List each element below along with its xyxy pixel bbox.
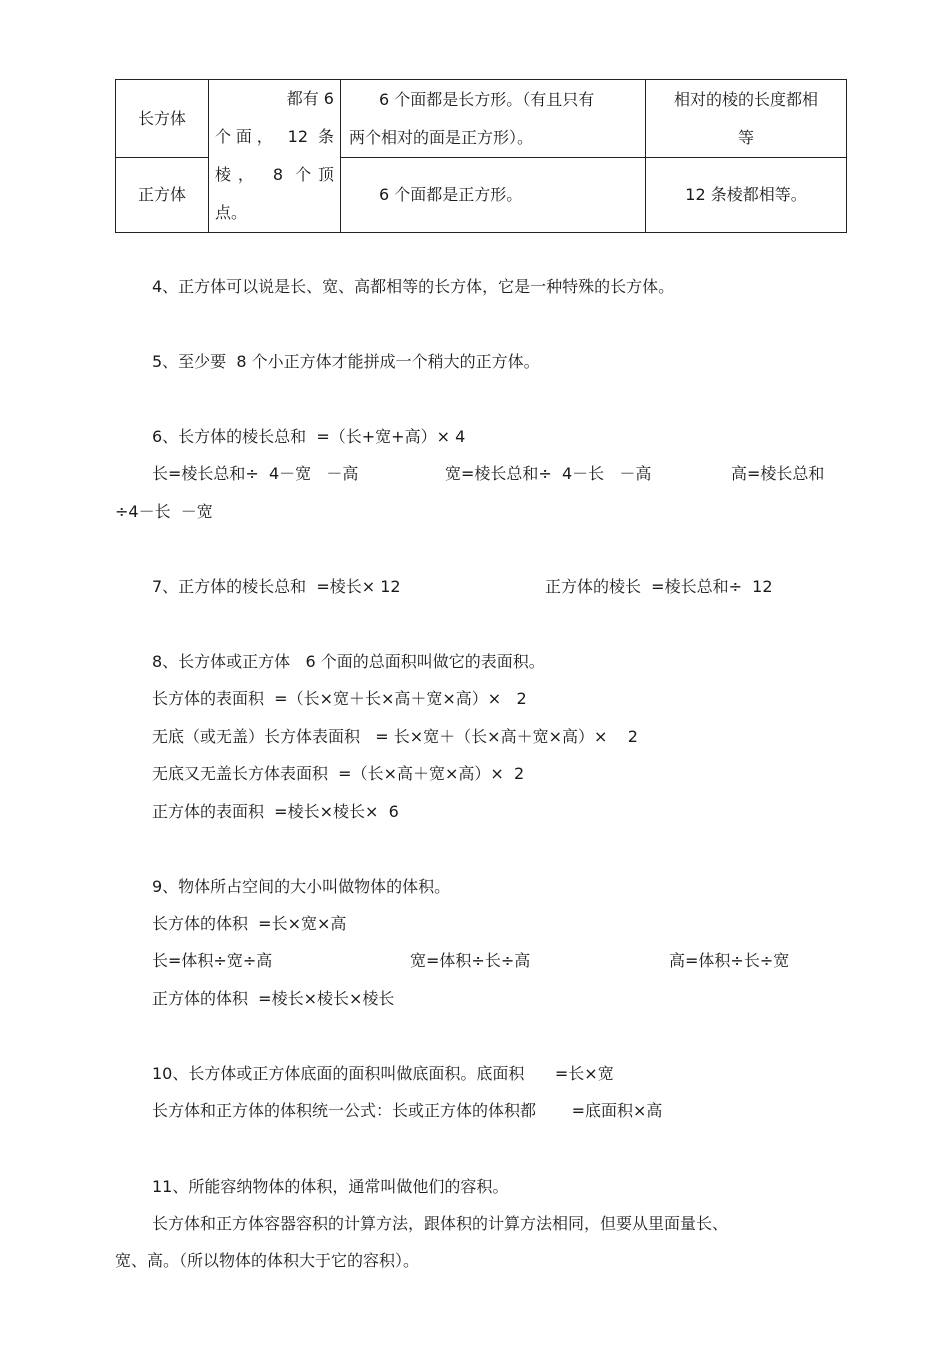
- item-4: 4、正方体可以说是长、宽、高都相等的长方体，它是一种特殊的长方体。: [152, 277, 675, 296]
- item-8-formula-2: 无底（或无盖）长方体表面积 = 长×宽＋（长×高＋宽×高）× 2: [152, 727, 638, 746]
- cuboid-faces-line-2: 两个相对的面是正方形）。: [349, 127, 534, 147]
- item-9-formula-3: 宽=体积÷长÷高: [410, 951, 531, 970]
- item-9-title: 9、物体所占空间的大小叫做物体的体积。: [152, 877, 451, 896]
- item-6-formula-length: 长=棱长总和÷ 4－宽 －高: [152, 464, 359, 483]
- common-line-2: 个面， 12 条: [215, 127, 334, 146]
- cuboid-edges-line-2: 等: [737, 127, 754, 147]
- item-6-formula-height-a: 高=棱长总和: [731, 464, 825, 483]
- item-11-title: 11、所能容纳物体的体积，通常叫做他们的容积。: [152, 1177, 509, 1196]
- item-8-formula-1: 长方体的表面积 =（长×宽＋长×高＋宽×高）× 2: [152, 689, 527, 708]
- cell-cube-name: 正方体: [116, 158, 209, 233]
- item-7-sum: 7、正方体的棱长总和 =棱长× 12: [152, 577, 401, 596]
- common-line-4: 点。: [215, 203, 248, 222]
- common-line-3: 棱， 8 个顶: [215, 165, 334, 184]
- cuboid-edges-line-1: 相对的棱的长度都相: [673, 89, 818, 109]
- cell-cuboid-name: 长方体: [116, 80, 209, 158]
- cell-cuboid-edges: [646, 80, 847, 158]
- cell-cuboid-faces: [341, 80, 646, 158]
- item-10-title: 10、长方体或正方体底面的面积叫做底面积。底面积 =长×宽: [152, 1064, 614, 1083]
- item-9-formula-5: 正方体的体积 =棱长×棱长×棱长: [152, 989, 395, 1008]
- cell-cube-edges: 12 条棱都相等。: [646, 158, 847, 233]
- item-7-edge: 正方体的棱长 =棱长总和÷ 12: [545, 577, 773, 596]
- item-9-formula-2: 长=体积÷宽÷高: [152, 951, 273, 970]
- item-9-formula-4: 高=体积÷长÷宽: [669, 951, 790, 970]
- table-row: [116, 80, 847, 158]
- item-8-formula-4: 正方体的表面积 =棱长×棱长× 6: [152, 802, 399, 821]
- item-9-formula-1: 长方体的体积 =长×宽×高: [152, 914, 347, 933]
- item-5: 5、至少要 8 个小正方体才能拼成一个稍大的正方体。: [152, 352, 540, 371]
- solids-comparison-table: [115, 79, 847, 233]
- cuboid-faces-line-1: 6 个面都是长方形。（有且只有: [379, 89, 595, 109]
- item-6-formula-width: 宽=棱长总和÷ 4－长 －高: [445, 464, 652, 483]
- cell-common-properties: [209, 80, 341, 233]
- item-6-title: 6、长方体的棱长总和 =（长+宽+高）× 4: [152, 427, 466, 446]
- item-6-formula-height-b: ÷4－长 －宽: [115, 502, 213, 521]
- cube-faces-text: 6 个面都是正方形。: [379, 185, 523, 204]
- cell-cube-faces: [341, 158, 646, 233]
- item-10-formula-1: 长方体和正方体的体积统一公式：长或正方体的体积都 =底面积×高: [152, 1101, 663, 1120]
- item-11-body-2: 宽、高。（所以物体的体积大于它的容积）。: [115, 1251, 420, 1270]
- item-11-body-1: 长方体和正方体容器容积的计算方法，跟体积的计算方法相同，但要从里面量长、: [152, 1214, 729, 1233]
- item-8-formula-3: 无底又无盖长方体表面积 =（长×高＋宽×高）× 2: [152, 764, 525, 783]
- item-8-title: 8、长方体或正方体 6 个面的总面积叫做它的表面积。: [152, 652, 545, 671]
- common-line-1: 都有 6: [286, 89, 334, 108]
